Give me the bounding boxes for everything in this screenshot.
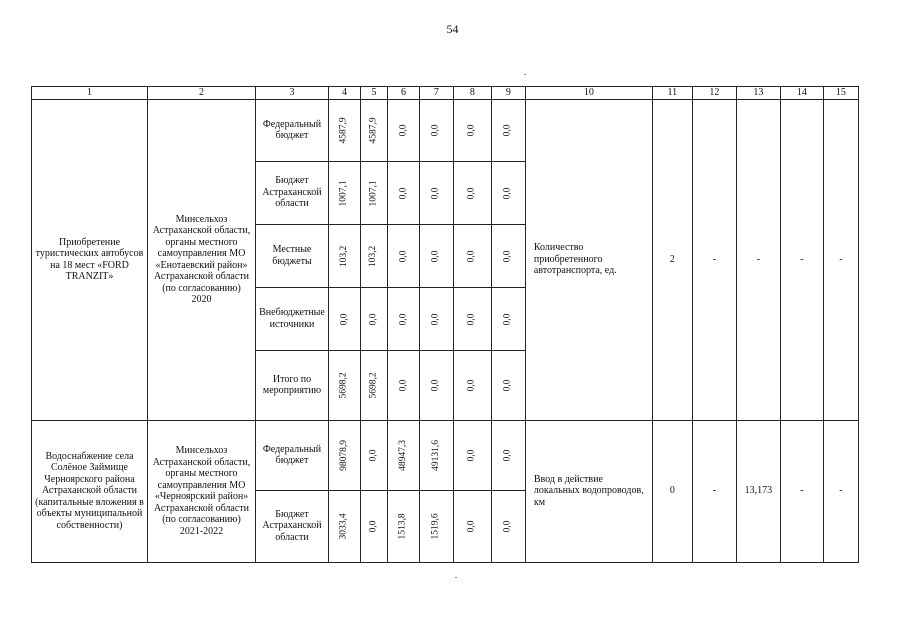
value-cell: 48947,3 — [397, 440, 408, 471]
indicator-value: - — [823, 420, 858, 562]
value-cell: 0,0 — [430, 187, 441, 199]
col-header: 4 — [329, 87, 361, 100]
col-header: 14 — [780, 87, 823, 100]
value-cell: 0,0 — [397, 187, 408, 199]
value-cell: 103,2 — [368, 245, 379, 267]
col-header: 9 — [491, 87, 525, 100]
indicator-value: - — [780, 420, 823, 562]
indicator-value: - — [736, 99, 780, 420]
funding-source: Местные бюджеты — [256, 224, 329, 287]
value-cell: 0,0 — [397, 379, 408, 392]
indicator-value: - — [692, 420, 736, 562]
col-header: 11 — [652, 87, 692, 100]
value-cell: 1519,6 — [430, 513, 441, 540]
col-header: 3 — [256, 87, 329, 100]
value-cell: 1513,8 — [397, 513, 408, 540]
indicator-value: - — [823, 99, 858, 420]
funding-source: Федеральный бюджет — [256, 99, 329, 161]
value-cell: 0,0 — [502, 250, 513, 262]
col-header: 2 — [148, 87, 256, 100]
indicator-value: - — [780, 99, 823, 420]
value-cell: 1007,1 — [368, 179, 379, 207]
activity-name: Водоснабжение села Солёное Займище Черноярского района Астраханской области (капитальные вложения в объекты муниципальной собственности) — [32, 420, 148, 562]
col-header: 1 — [32, 87, 148, 100]
value-cell: 0,0 — [502, 379, 513, 392]
funding-source: Федеральный бюджет — [256, 420, 329, 490]
value-cell: 0,0 — [466, 449, 477, 462]
value-cell: 3033,4 — [338, 513, 349, 540]
funding-source: Бюджет Астраханской области — [256, 161, 329, 224]
indicator-value: - — [692, 99, 736, 420]
funding-source: Итого по мероприятию — [256, 350, 329, 420]
value-cell: 0,0 — [397, 250, 408, 262]
value-cell: 0,0 — [368, 520, 379, 533]
value-cell: 0,0 — [338, 313, 349, 325]
col-header: 15 — [823, 87, 858, 100]
funding-source: Внебюджетные источники — [256, 287, 329, 350]
activity-name: Приобретение туристических автобусов на 18 мест «FORD TRANZIT» — [32, 99, 148, 420]
col-header: 8 — [453, 87, 491, 100]
value-cell: 0,0 — [466, 250, 477, 262]
column-number-row — [32, 87, 859, 100]
value-cell: 0,0 — [430, 313, 441, 325]
scan-speck — [524, 74, 526, 75]
indicator-value: 13,173 — [736, 420, 780, 562]
col-header: 7 — [419, 87, 453, 100]
indicator-name: Количество приобретенного автотранспорта, ед. — [525, 99, 652, 420]
value-cell: 0,0 — [466, 379, 477, 392]
value-cell: 0,0 — [397, 313, 408, 325]
value-cell: 5698,2 — [368, 372, 379, 399]
value-cell: 103,2 — [338, 245, 349, 267]
col-header: 10 — [525, 87, 652, 100]
indicator-value: 2 — [652, 99, 692, 420]
value-cell: 0,0 — [430, 250, 441, 262]
col-header: 6 — [388, 87, 420, 100]
value-cell: 1007,1 — [338, 179, 349, 207]
value-cell: 0,0 — [368, 313, 379, 325]
value-cell: 0,0 — [502, 187, 513, 199]
value-cell: 0,0 — [502, 313, 513, 325]
table-row — [32, 420, 859, 490]
value-cell: 4587,9 — [368, 117, 379, 144]
value-cell: 0,0 — [430, 124, 441, 137]
value-cell: 98078,9 — [338, 440, 349, 471]
scan-speck — [455, 577, 457, 578]
program-table — [31, 86, 859, 563]
value-cell: 0,0 — [430, 379, 441, 392]
value-cell: 0,0 — [502, 124, 513, 137]
value-cell: 0,0 — [397, 124, 408, 137]
funding-source: Бюджет Астраханской области — [256, 490, 329, 562]
value-cell: 49131,6 — [430, 440, 441, 471]
value-cell: 0,0 — [368, 449, 379, 462]
responsible-executor: Минсельхоз Астраханской области, органы местного самоуправления МО «Черноярский район» Астраханской области (по согласованию) 2021-2022 — [148, 420, 256, 562]
value-cell: 0,0 — [466, 313, 477, 325]
value-cell: 0,0 — [466, 124, 477, 137]
col-header: 12 — [692, 87, 736, 100]
value-cell: 0,0 — [466, 187, 477, 199]
indicator-value: 0 — [652, 420, 692, 562]
value-cell: 0,0 — [466, 520, 477, 533]
col-header: 13 — [736, 87, 780, 100]
value-cell: 0,0 — [502, 520, 513, 533]
value-cell: 5698,2 — [338, 372, 349, 399]
value-cell: 0,0 — [502, 449, 513, 462]
responsible-executor: Минсельхоз Астраханской области, органы местного самоуправления МО «Енотаевский район» Астраханской области (по согласованию) 2020 — [148, 99, 256, 420]
indicator-name: Ввод в действие локальных водопроводов, км — [525, 420, 652, 562]
value-cell: 4587,9 — [338, 117, 349, 144]
table-row — [32, 99, 859, 161]
page-number: 54 — [446, 22, 459, 36]
col-header: 5 — [360, 87, 387, 100]
